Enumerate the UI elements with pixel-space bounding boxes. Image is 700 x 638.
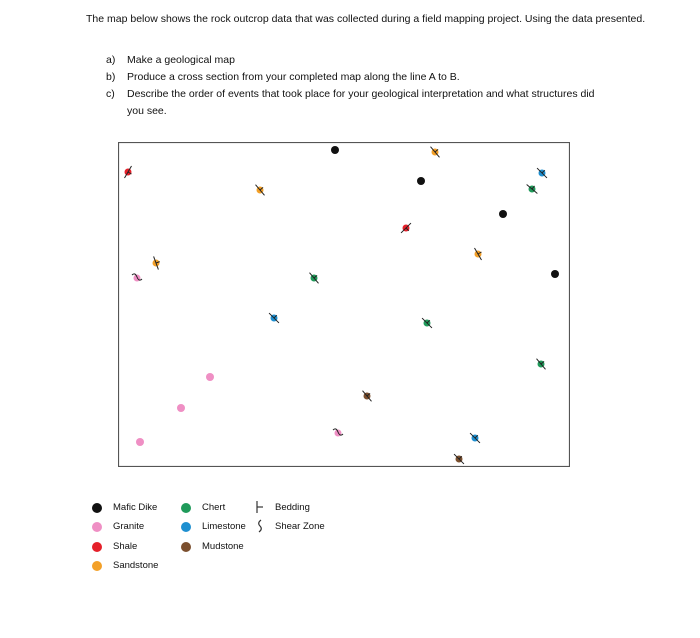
map-border: [119, 143, 570, 467]
legend-item-bedding: [254, 500, 310, 514]
task-item: [106, 69, 606, 86]
task-item: [106, 52, 606, 69]
legend-label: Chert: [202, 502, 226, 513]
outcrop-granite: [177, 404, 185, 412]
outcrop-mafic-dike: [499, 210, 507, 218]
legend-item-granite: [92, 521, 144, 532]
task-item: [106, 86, 606, 120]
task-text: Produce a cross section from your completed map along the line A to B.: [127, 71, 460, 83]
outcrop-map: [118, 142, 570, 467]
mafic-dike-swatch: [92, 503, 102, 513]
granite-swatch: [92, 522, 102, 532]
bedding-icon: [254, 500, 266, 514]
legend-item-shale: [92, 541, 137, 552]
legend-label: Granite: [113, 521, 145, 532]
outcrop-mafic-dike: [551, 270, 559, 278]
legend-label: Bedding: [275, 501, 310, 513]
question-intro: The map below shows the rock outcrop data that was collected during a field mapping project. Using the data presented.: [86, 13, 646, 25]
legend-item-shear-zone: [254, 519, 325, 533]
shale-swatch: [92, 542, 102, 552]
legend-label: Shear Zone: [275, 520, 325, 532]
outcrop-granite: [136, 438, 144, 446]
limestone-swatch: [181, 522, 191, 532]
task-label: c): [106, 88, 115, 100]
task-text: Make a geological map: [127, 54, 235, 66]
legend-label: Mudstone: [202, 541, 244, 552]
legend-label: Mafic Dike: [113, 502, 158, 513]
task-list: [106, 52, 606, 120]
outcrop-mafic-dike: [331, 146, 339, 154]
outcrop-mafic-dike: [417, 177, 425, 185]
legend-label: Sandstone: [113, 560, 159, 571]
sandstone-swatch: [92, 561, 102, 571]
task-label: b): [106, 71, 116, 83]
legend-item-limestone: [181, 521, 246, 532]
legend-label: Shale: [113, 541, 138, 552]
chert-swatch: [181, 503, 191, 513]
task-text: Describe the order of events that took place for your geological interpretation and what structures did you see.: [127, 88, 595, 117]
task-label: a): [106, 54, 116, 66]
legend-item-mudstone: [181, 541, 244, 552]
legend-label: Limestone: [202, 521, 246, 532]
mudstone-swatch: [181, 542, 191, 552]
legend-item-chert: [181, 502, 225, 513]
shear-zone-icon: [254, 519, 266, 533]
outcrop-granite: [206, 373, 214, 381]
legend-item-sandstone: [92, 560, 158, 571]
legend-item-mafic-dike: [92, 502, 157, 513]
